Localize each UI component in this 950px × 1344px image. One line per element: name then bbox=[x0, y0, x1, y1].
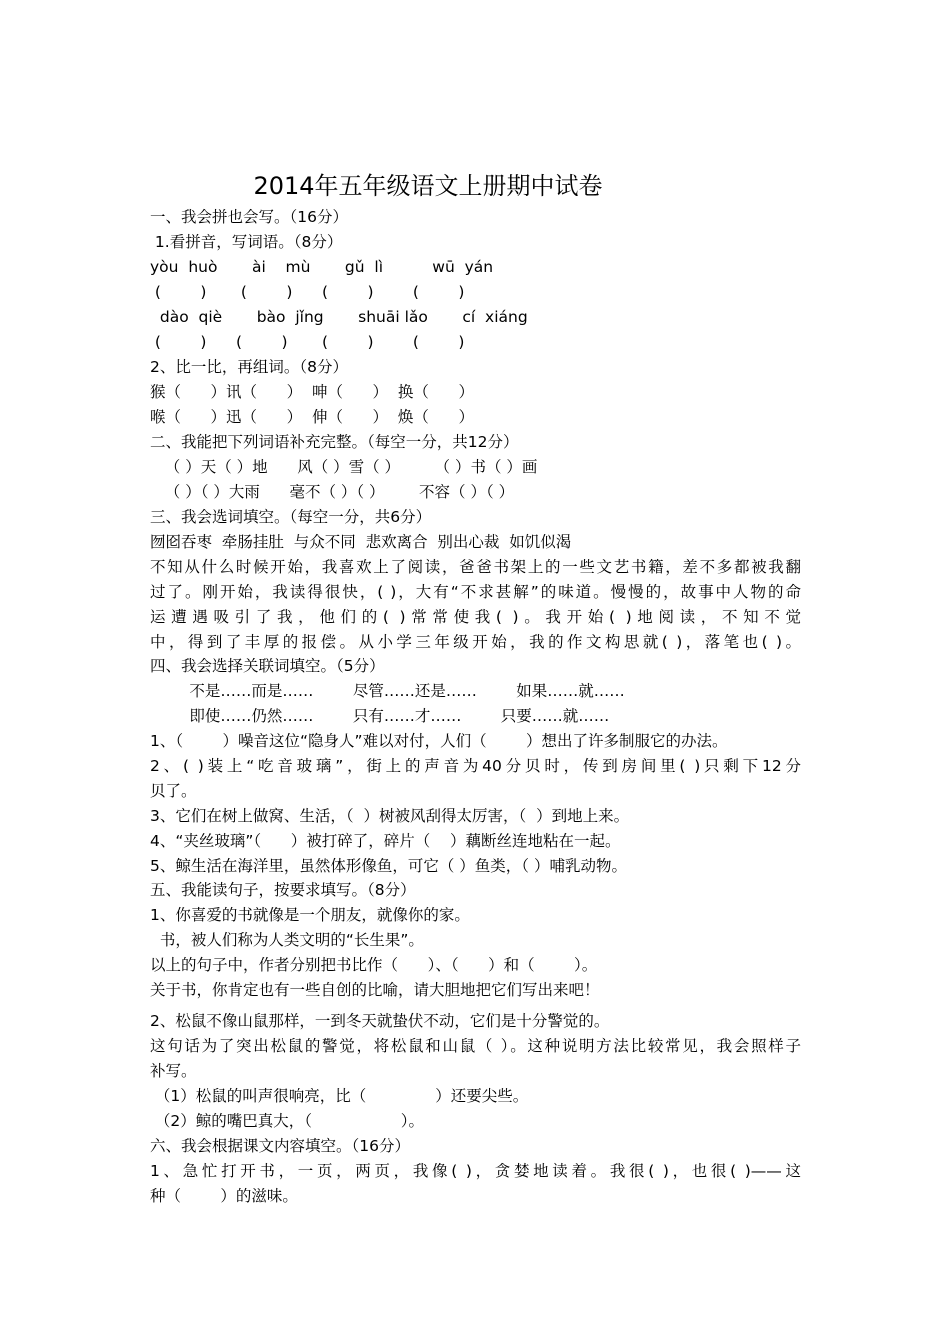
paragraph-line-3: 运遭遇吸引了我，他们的( )常常使我( )。我开始( )地阅读，不知不觉 bbox=[150, 608, 801, 626]
conjunction-question-2-cont: 贝了。 bbox=[150, 782, 197, 800]
section-4-heading: 四、我会选择关联词填空。（5分） bbox=[150, 657, 385, 675]
sentence-question-2-item-1: （1）松鼠的叫声很响亮，比（ ）还要尖些。 bbox=[150, 1087, 529, 1105]
exam-title: 2014年五年级语文上册期中试卷 bbox=[253, 172, 603, 200]
conjunction-question-4: 4、“夹丝玻璃”（ ）被打碎了，碎片（ ）藕断丝连地粘在一起。 bbox=[150, 832, 621, 850]
recall-question-1: 1、急忙打开书，一页，两页，我像( )，贪婪地读着。我很( )，也很( )——这 bbox=[150, 1162, 801, 1180]
conjunction-question-2: 2、( )装上“吃音玻璃”，街上的声音为40分贝时，传到房间里( )只剩下12分 bbox=[150, 757, 801, 775]
sentence-question-2-b: 这句话为了突出松鼠的警觉，将松鼠和山鼠（ ）。这种说明方法比较常见，我会照样子 bbox=[150, 1037, 801, 1055]
idiom-fill-row-1: （ ）天（ ）地 风（ ）雪（ ） （ ）书（ ）画 bbox=[150, 458, 538, 476]
conjunction-question-1: 1、（ ）噪音这位“隐身人”难以对付，人们（ ）想出了许多制服它的办法。 bbox=[150, 732, 728, 750]
paragraph-line-4: 中，得到了丰厚的报偿。从小学三年级开始，我的作文构思就( )，落笔也( )。 bbox=[150, 633, 801, 651]
sentence-question-2: 2、松鼠不像山鼠那样，一到冬天就蛰伏不动，它们是十分警觉的。 bbox=[150, 1012, 610, 1030]
question-1-2-heading: 2、比一比，再组词。（8分） bbox=[150, 358, 348, 376]
section-6-heading: 六、我会根据课文内容填空。（16分） bbox=[150, 1137, 410, 1155]
pinyin-row-1: yòu huò ài mù gǔ lì wū yán bbox=[150, 258, 494, 276]
conjunction-options-row-1: 不是……而是…… 尽管……还是…… 如果……就…… bbox=[150, 682, 625, 700]
idiom-fill-row-2: （ ）（ ）大雨 毫不（ ）（ ） 不容（ ）（ ） bbox=[150, 483, 515, 501]
answer-blanks-row-1: ( ) ( ) ( ) ( ) bbox=[150, 283, 465, 301]
section-3-heading: 三、我会选词填空。（每空一分，共6分） bbox=[150, 508, 432, 526]
word-choice-list: 囫囵吞枣 牵肠挂肚 与众不同 悲欢离合 别出心裁 如饥似渴 bbox=[150, 533, 572, 551]
sentence-question-1-b: 书，被人们称为人类文明的“长生果”。 bbox=[150, 931, 424, 949]
paragraph-line-1: 不知从什么时候开始，我喜欢上了阅读，爸爸书架上的一些文艺书籍，差不多都被我翻 bbox=[150, 558, 801, 576]
compare-words-row-1: 猴（ ）讯（ ） 呻（ ） 换（ ） bbox=[150, 383, 474, 401]
question-1-1-heading: 1.看拼音，写词语。（8分） bbox=[150, 233, 343, 251]
sentence-question-1-c: 以上的句子中，作者分别把书比作（ ）、（ ）和（ ）。 bbox=[150, 956, 598, 974]
conjunction-question-3: 3、它们在树上做窝、生活，（ ）树被风刮得太厉害，（ ）到地上来。 bbox=[150, 807, 630, 825]
section-2-heading: 二、我能把下列词语补充完整。（每空一分，共12分） bbox=[150, 433, 519, 451]
compare-words-row-2: 喉（ ）迅（ ） 伸（ ） 焕（ ） bbox=[150, 408, 474, 426]
paragraph-line-2: 过了。刚开始，我读得很快，( )，大有“不求甚解”的味道。慢慢的，故事中人物的命 bbox=[150, 583, 801, 601]
section-1-heading: 一、我会拼也会写。（16分） bbox=[150, 208, 348, 226]
sentence-question-2-item-2: （2）鲸的嘴巴真大，（ ）。 bbox=[150, 1112, 424, 1130]
conjunction-question-5: 5、鲸生活在海洋里，虽然体形像鱼，可它（ ）鱼类，（ ）哺乳动物。 bbox=[150, 857, 627, 875]
recall-question-1-cont: 种（ ）的滋味。 bbox=[150, 1187, 298, 1205]
section-5-heading: 五、我能读句子，按要求填写。（8分） bbox=[150, 881, 416, 899]
answer-blanks-row-2: ( ) ( ) ( ) ( ) bbox=[150, 333, 465, 351]
conjunction-options-row-2: 即使……仍然…… 只有……才…… 只要……就…… bbox=[150, 707, 610, 725]
sentence-question-1: 1、你喜爱的书就像是一个朋友，就像你的家。 bbox=[150, 906, 470, 924]
pinyin-row-2: dào qiè bào jǐng shuāi lǎo cí xiáng bbox=[150, 308, 528, 326]
sentence-question-2-c: 补写。 bbox=[150, 1062, 197, 1080]
sentence-question-1-d: 关于书，你肯定也有一些自创的比喻，请大胆地把它们写出来吧！ bbox=[150, 981, 600, 999]
